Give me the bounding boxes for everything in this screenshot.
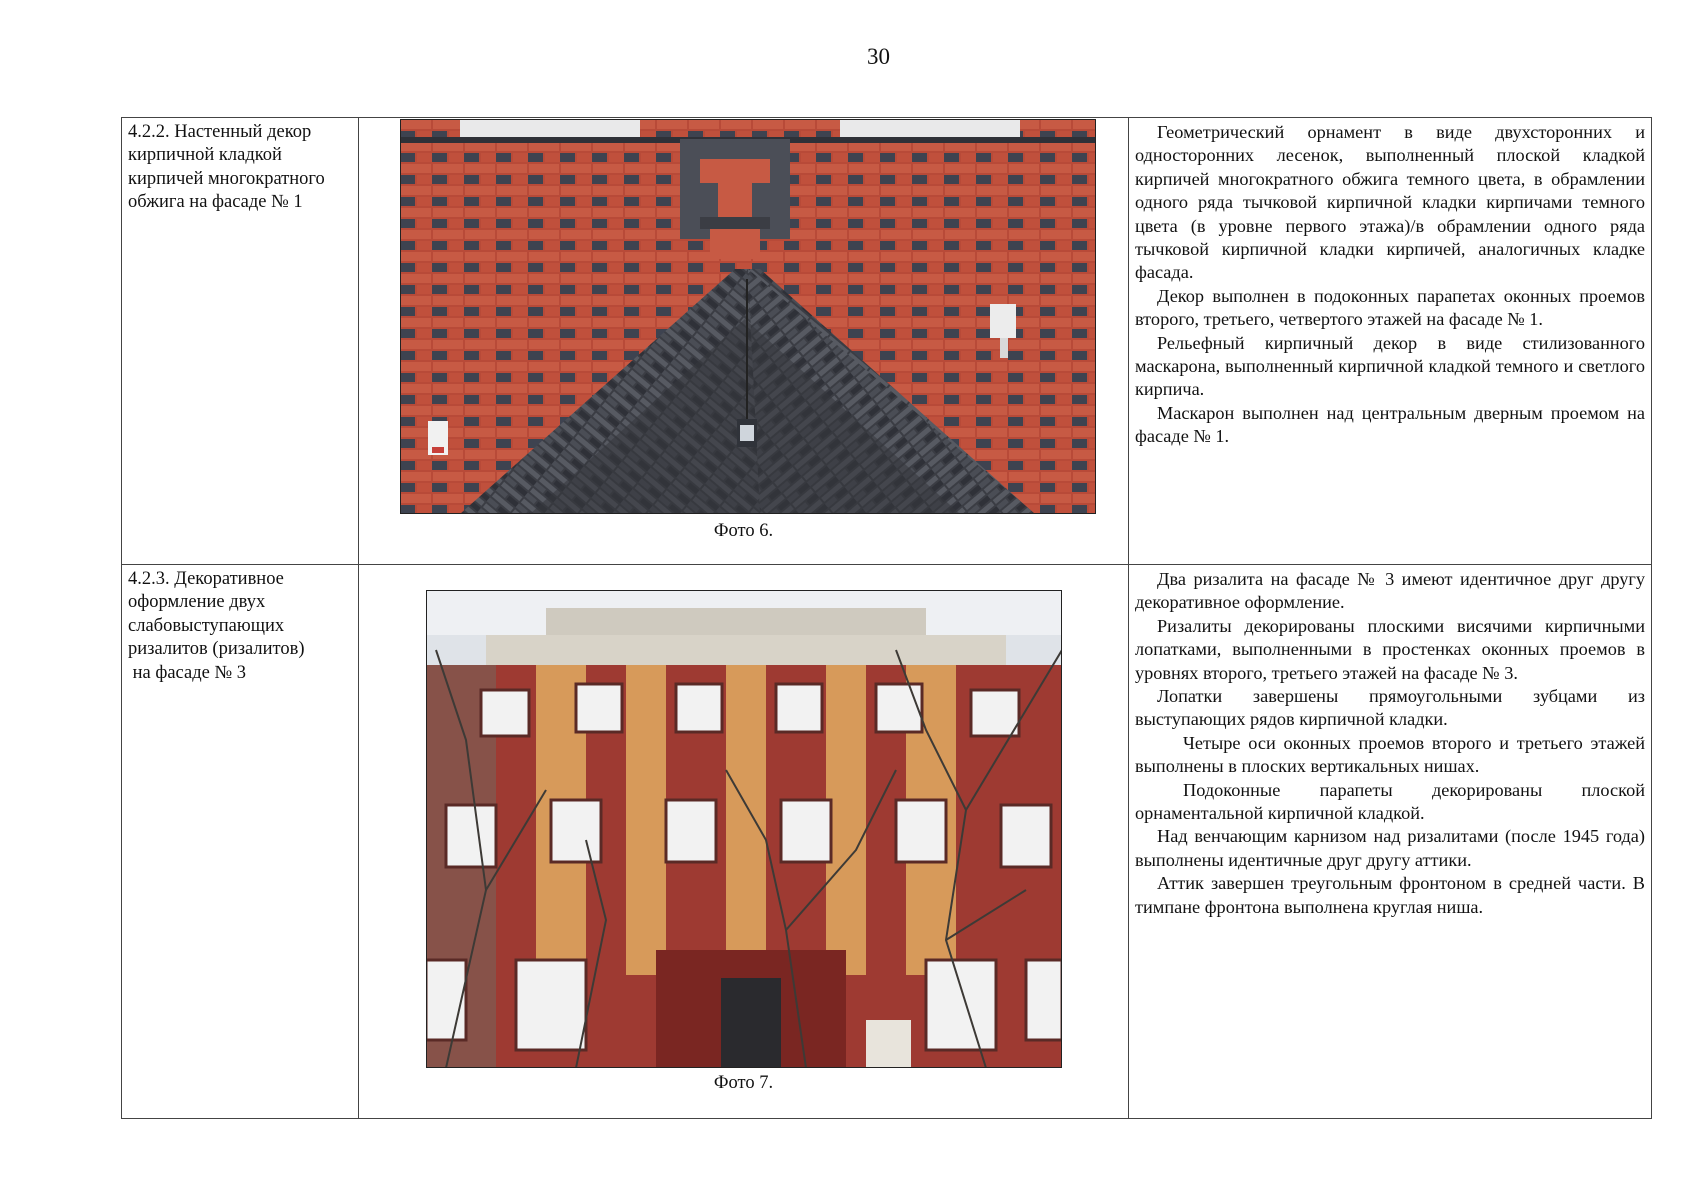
description-paragraph: Над венчающим карнизом над ризалитами (после 1945 года) выполнены идентичные друг другу аттики. [1135, 826, 1645, 870]
description-paragraph: Аттик завершен треугольным фронтоном в средней части. В тимпане фронтона выполнена круглая ниша. [1135, 873, 1645, 917]
description-paragraph: Четыре оси оконных проемов второго и третьего этажей выполнены в плоских вертикальных нишах. [1135, 732, 1645, 777]
photo-cell [359, 565, 1129, 1119]
photo-caption: Фото 6. [713, 521, 774, 541]
photo-6 [400, 119, 1096, 514]
photo-cell [359, 118, 1129, 565]
description-paragraph: Декор выполнен в подоконных парапетах оконных проемов второго, третьего, четвертого этажей на фасаде № 1. [1135, 285, 1645, 330]
page-number: 30 [867, 44, 890, 69]
photo-caption: Фото 7. [713, 1073, 774, 1093]
table-row [122, 565, 1652, 1119]
item-label: 4.2.2. Настенный декор кирпичной кладкой кирпичей многократного обжига на фасаде № 1 [128, 122, 325, 213]
description-cell [1129, 118, 1652, 565]
description-paragraph: Рельефный кирпичный декор в виде стилизованного маскарона, выполненный кирпичной кладкой темного и светлого кирпича. [1135, 332, 1645, 400]
heritage-table [121, 117, 1652, 1119]
description-paragraph: Геометрический орнамент в виде двухсторонних и односторонних лесенок, выполненный плоской кладкой кирпичей многократного обжига темного цвета, в обрамлении одного ряда тычковой кирпичной кладки кирпичами темного цвета (в уровне первого этажа)/в обрамлении одного ряда тычковой кирпичной кладки кирпичей, аналогичных кладке фасада. [1135, 122, 1645, 283]
item-label: 4.2.3. Декоративное оформление двух слабовыступающих ризалитов (ризалитов) на фасаде № 3 [128, 569, 305, 683]
description-cell [1129, 565, 1652, 1119]
item-label-cell [122, 565, 359, 1119]
description [1129, 118, 1651, 449]
description [1129, 565, 1651, 919]
item-label-cell [122, 118, 359, 565]
table-row [122, 118, 1652, 565]
description-paragraph: Два ризалита на фасаде № 3 имеют идентичное друг другу декоративное оформление. [1135, 569, 1645, 613]
description-paragraph: Подоконные парапеты декорированы плоской орнаментальной кирпичной кладкой. [1135, 779, 1645, 824]
photo-7 [426, 590, 1062, 1068]
description-paragraph: Лопатки завершены прямоугольными зубцами из выступающих рядов кирпичной кладки. [1135, 686, 1645, 730]
description-paragraph: Ризалиты декорированы плоскими висячими кирпичными лопатками, выполненными в простенках оконных проемов в уровнях второго, третьего этажей на фасаде № 3. [1135, 615, 1645, 683]
description-paragraph: Маскарон выполнен над центральным дверным проемом на фасаде № 1. [1135, 402, 1645, 447]
